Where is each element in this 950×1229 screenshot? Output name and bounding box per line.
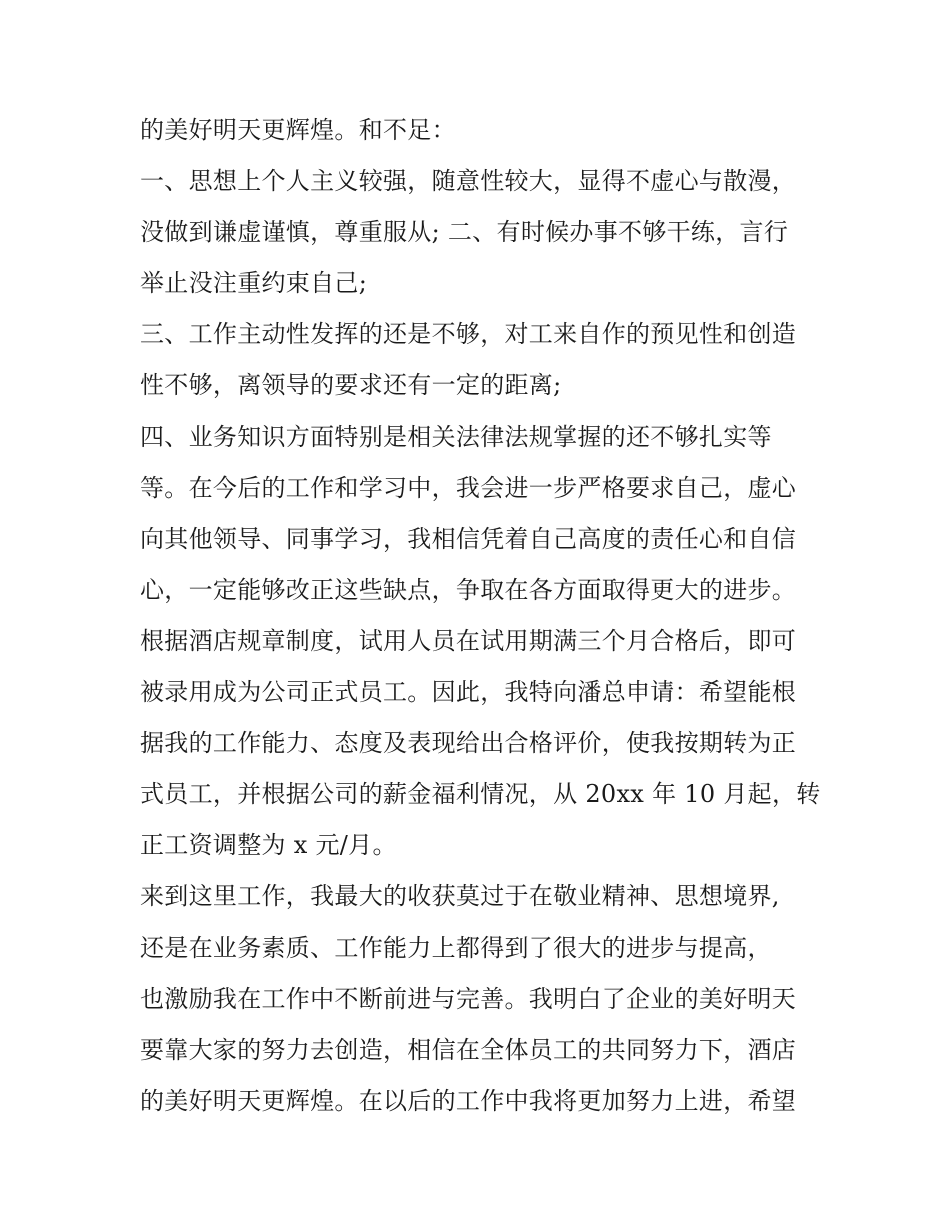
- text-line: 等。在今后的工作和学习中，我会进一步严格要求自己，虚心: [140, 473, 797, 502]
- text-line: 的美好明天更辉煌。在以后的工作中我将更加努力上进，希望: [140, 1086, 797, 1115]
- text-line: 一、思想上个人主义较强，随意性较大，显得不虚心与散漫，: [140, 167, 797, 196]
- text-line: 也激励我在工作中不断前进与完善。我明白了企业的美好明天: [140, 984, 797, 1013]
- text-line: 被录用成为公司正式员工。因此，我特向潘总申请：希望能根: [140, 678, 797, 707]
- text-line: 四、业务知识方面特别是相关法律法规掌握的还不够扎实等: [140, 422, 772, 451]
- text-line: 性不够，离领导的要求还有一定的距离;: [140, 371, 562, 400]
- text-line: 的美好明天更辉煌。和不足：: [140, 116, 456, 144]
- text-line: 三、工作主动性发挥的还是不够，对工来自作的预见性和创造: [140, 320, 797, 349]
- document-body: [140, 108, 820, 1130]
- text-line: 根据酒店规章制度，试用人员在试用期满三个月合格后，即可: [140, 626, 797, 655]
- text-line: 正工资调整为 x 元/月。: [140, 831, 397, 860]
- text-line: 来到这里工作，我最大的收获莫过于在敬业精神、思想境界,: [140, 882, 780, 911]
- text-line: 心，一定能够改正这些缺点，争取在各方面取得更大的进步。: [140, 575, 797, 604]
- text-line: 式员工，并根据公司的薪金福利情况，从 20xx 年 10 月起，转: [140, 780, 821, 809]
- text-line: 据我的工作能力、态度及表现给出合格评价，使我按期转为正: [140, 729, 797, 758]
- text-line: 举止没注重约束自己;: [140, 269, 368, 298]
- text-line: 没做到谦虚谨慎，尊重服从; 二、有时候办事不够干练，言行: [140, 218, 789, 247]
- text-line: 还是在业务素质、工作能力上都得到了很大的进步与提高，: [140, 933, 772, 962]
- text-line: 要靠大家的努力去创造，相信在全体员工的共同努力下，酒店: [140, 1035, 797, 1064]
- text-line: 向其他领导、同事学习，我相信凭着自己高度的责任心和自信: [140, 524, 797, 553]
